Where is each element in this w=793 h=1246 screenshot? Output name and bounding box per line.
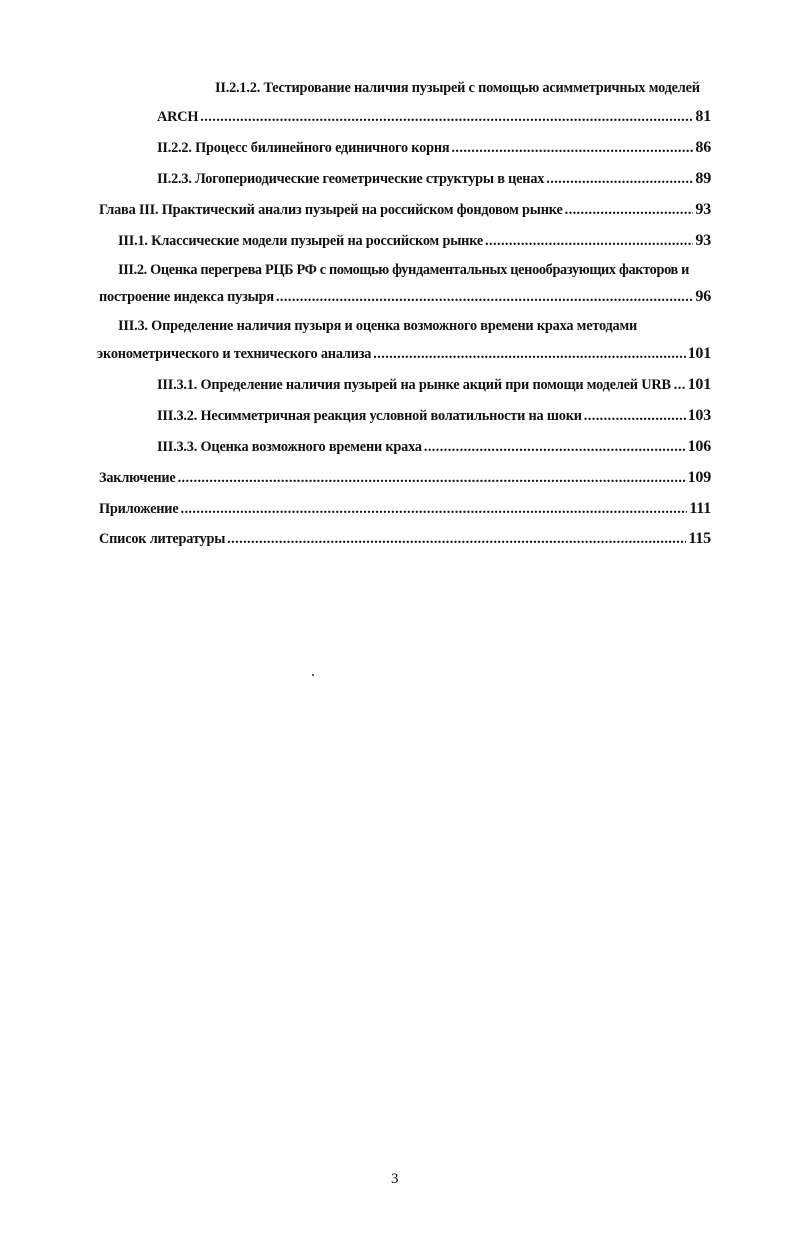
toc-entry-text: III.2. Оценка перегрева РЦБ РФ с помощью фундаментальных ценообразующих факторов и (118, 262, 689, 278)
toc-page-number: 93 (695, 232, 711, 249)
toc-entry-title: Заключение (99, 470, 176, 486)
toc-entry-text: III.3. Определение наличия пузыря и оценка возможного времени краха методами (118, 318, 638, 334)
toc-entry-title: II.2.3. Логопериодические геометрические структуры в ценах (157, 171, 545, 187)
dot-leader (373, 345, 685, 363)
toc-entry-text: II.2.1.2. Тестирование наличия пузырей с помощью асимметричных моделей (215, 80, 700, 96)
toc-entry-title: III.3.2. Несимметричная реакция условной волатильности на шоки (157, 408, 582, 424)
toc-page-number: 103 (687, 407, 711, 424)
toc-entry-title: построение индекса пузыря (99, 289, 274, 305)
toc-entry-title: Список литературы (99, 531, 226, 547)
toc-entry[interactable] (157, 170, 711, 188)
toc-entry[interactable] (157, 438, 711, 456)
toc-entry[interactable] (157, 407, 711, 425)
dot-leader (180, 500, 687, 518)
toc-entry-title: Глава III. Практический анализ пузырей на российском фондовом рынке (99, 202, 563, 218)
dot-leader (584, 407, 686, 425)
toc-page-number: 89 (695, 170, 711, 187)
toc-page-number: 93 (695, 201, 711, 218)
dot-leader (424, 438, 686, 456)
toc-page-number: 101 (687, 376, 711, 393)
dot-leader (485, 232, 693, 250)
toc-entry[interactable] (97, 345, 711, 363)
toc-page-number: 111 (689, 500, 711, 517)
dot-leader (674, 376, 685, 394)
toc-page-number: 109 (687, 469, 711, 486)
dot-leader (178, 469, 686, 487)
toc-entry[interactable] (157, 139, 711, 157)
toc-entry[interactable] (99, 288, 711, 306)
dot-leader (451, 139, 693, 157)
toc-entry[interactable] (99, 201, 711, 219)
toc-entry-title: эконометрического и технического анализа (97, 346, 372, 362)
toc-entry-title: III.3.1. Определение наличия пузырей на рынке акций при помощи моделей URB (157, 377, 671, 393)
dot-leader (227, 530, 686, 548)
dot-leader (565, 201, 694, 219)
toc-page-number: 96 (695, 288, 711, 305)
toc-entry-title: II.2.2. Процесс билинейного единичного корня (157, 140, 450, 156)
toc-page-number: 106 (687, 438, 711, 455)
toc-entry-title: III.3.3. Оценка возможного времени краха (157, 439, 422, 455)
dot-leader (200, 108, 693, 126)
toc-entry[interactable] (99, 530, 711, 548)
page-number: 3 (391, 1171, 399, 1187)
toc-entry[interactable] (99, 500, 711, 518)
toc-entry[interactable] (157, 376, 711, 394)
toc-page-number: 81 (695, 108, 711, 125)
toc-page-number: 101 (687, 345, 711, 362)
dot-leader (546, 170, 693, 188)
toc-page-number: 86 (695, 139, 711, 156)
toc-entry[interactable] (99, 469, 711, 487)
scan-speck (312, 674, 314, 676)
toc-entry[interactable] (157, 108, 711, 126)
toc-entry[interactable] (118, 232, 711, 250)
toc-page-number: 115 (688, 530, 711, 547)
toc-entry-title: ARCH (157, 109, 199, 125)
toc-entry-title: III.1. Классические модели пузырей на российском рынке (118, 233, 484, 249)
toc-entry-title: Приложение (99, 501, 179, 517)
dot-leader (276, 288, 693, 306)
